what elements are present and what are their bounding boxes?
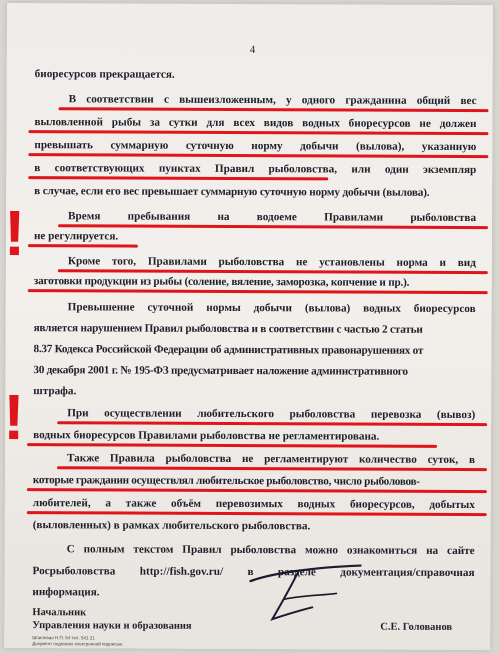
document-page [4,3,493,650]
signatory-name: С.Е. Голованов [380,621,453,633]
text-line: Время пребывания на водоеме Правилами рыболовства [68,210,477,225]
red-underline [58,269,488,274]
signature-title-line2: Управления науки и образования [32,620,192,632]
red-underline [59,107,489,112]
footer-note: Документ подписан электронной подписью [32,641,123,647]
signature-title-line1: Начальник [32,607,87,619]
text-line: заготовки продукции из рыбы (соление, вяление, заморозка, копчение и пр.). [33,275,410,289]
text-line: 30 декабря 2001 г. № 195-ФЗ предусматривает наложение административного [33,364,408,378]
text-line: превышать суммарную суточную норму добычи (вылова), указанную [34,139,477,154]
text-line: водных биоресурсов Правилами рыболовства не регламентирована. [33,429,380,443]
red-underline [27,511,487,516]
footer-executor: Шпилевая Н.П. 54 тел. 541 21 [32,635,95,641]
text-line: Также Правила рыболовства не регламентируют количество суток, в [66,452,476,467]
red-underline [57,421,487,426]
red-underline [28,130,488,135]
text-line: При осуществлении любительского рыболовства перевозка (вывоз) [67,407,476,422]
red-underline [27,488,487,493]
text-line: биоресурсов прекращается. [34,68,175,81]
red-underline [28,244,138,247]
text-line: В соответствии с вышеизложенным, у одного гражданина общий вес [68,93,477,108]
text-line: которые гражданин осуществлял любительское рыболовство, число рыболовов- [32,474,420,488]
text-line: Росрыболовства http://fish.gov.ru/ в разделе документация/справочная [32,565,475,580]
text-line: С полным текстом Правил рыболовства можно ознакомиться на сайте [66,543,475,558]
text-line: Кроме того, Правилами рыболовства не установлены норма и вид [67,255,476,270]
text-line: любителей, а также объём перевозимых водных биоресурсов, добытых [32,497,475,512]
text-line: выловленной рыбы за сутки для всех видов водных биоресурсов не должен [34,116,477,131]
text-line: Превышение суточной нормы добычи (вылова) водных биоресурсов [67,301,476,316]
text-line: штрафа. [33,385,77,398]
text-line: информация. [32,586,100,599]
red-underline [28,289,488,294]
red-underline [57,466,487,471]
handwritten-signature [232,559,382,630]
red-underline [58,224,488,229]
text-line: не регулируется. [33,230,119,243]
text-line: в случае, если его вес превышает суммарную суточную норму добычи (вылова). [34,185,430,199]
page-number: 4 [249,44,256,57]
text-line: 8.37 Кодекса Российской Федерации об административных правонарушениях от [33,343,424,357]
text-line: (выловленных) в рамках любительского рыболовства. [32,519,311,533]
red-underline [28,153,488,158]
red-underline [27,443,437,448]
exclamation-mark-icon: ! [3,380,25,454]
text-line: является нарушением Правил рыболовства и в соответствии с частью 2 статьи [33,322,423,336]
text-line: в соответствующих пунктах Правил рыболовства, или один экземпляр [34,162,477,177]
red-underline [28,176,328,180]
exclamation-mark-icon: ! [3,196,26,270]
